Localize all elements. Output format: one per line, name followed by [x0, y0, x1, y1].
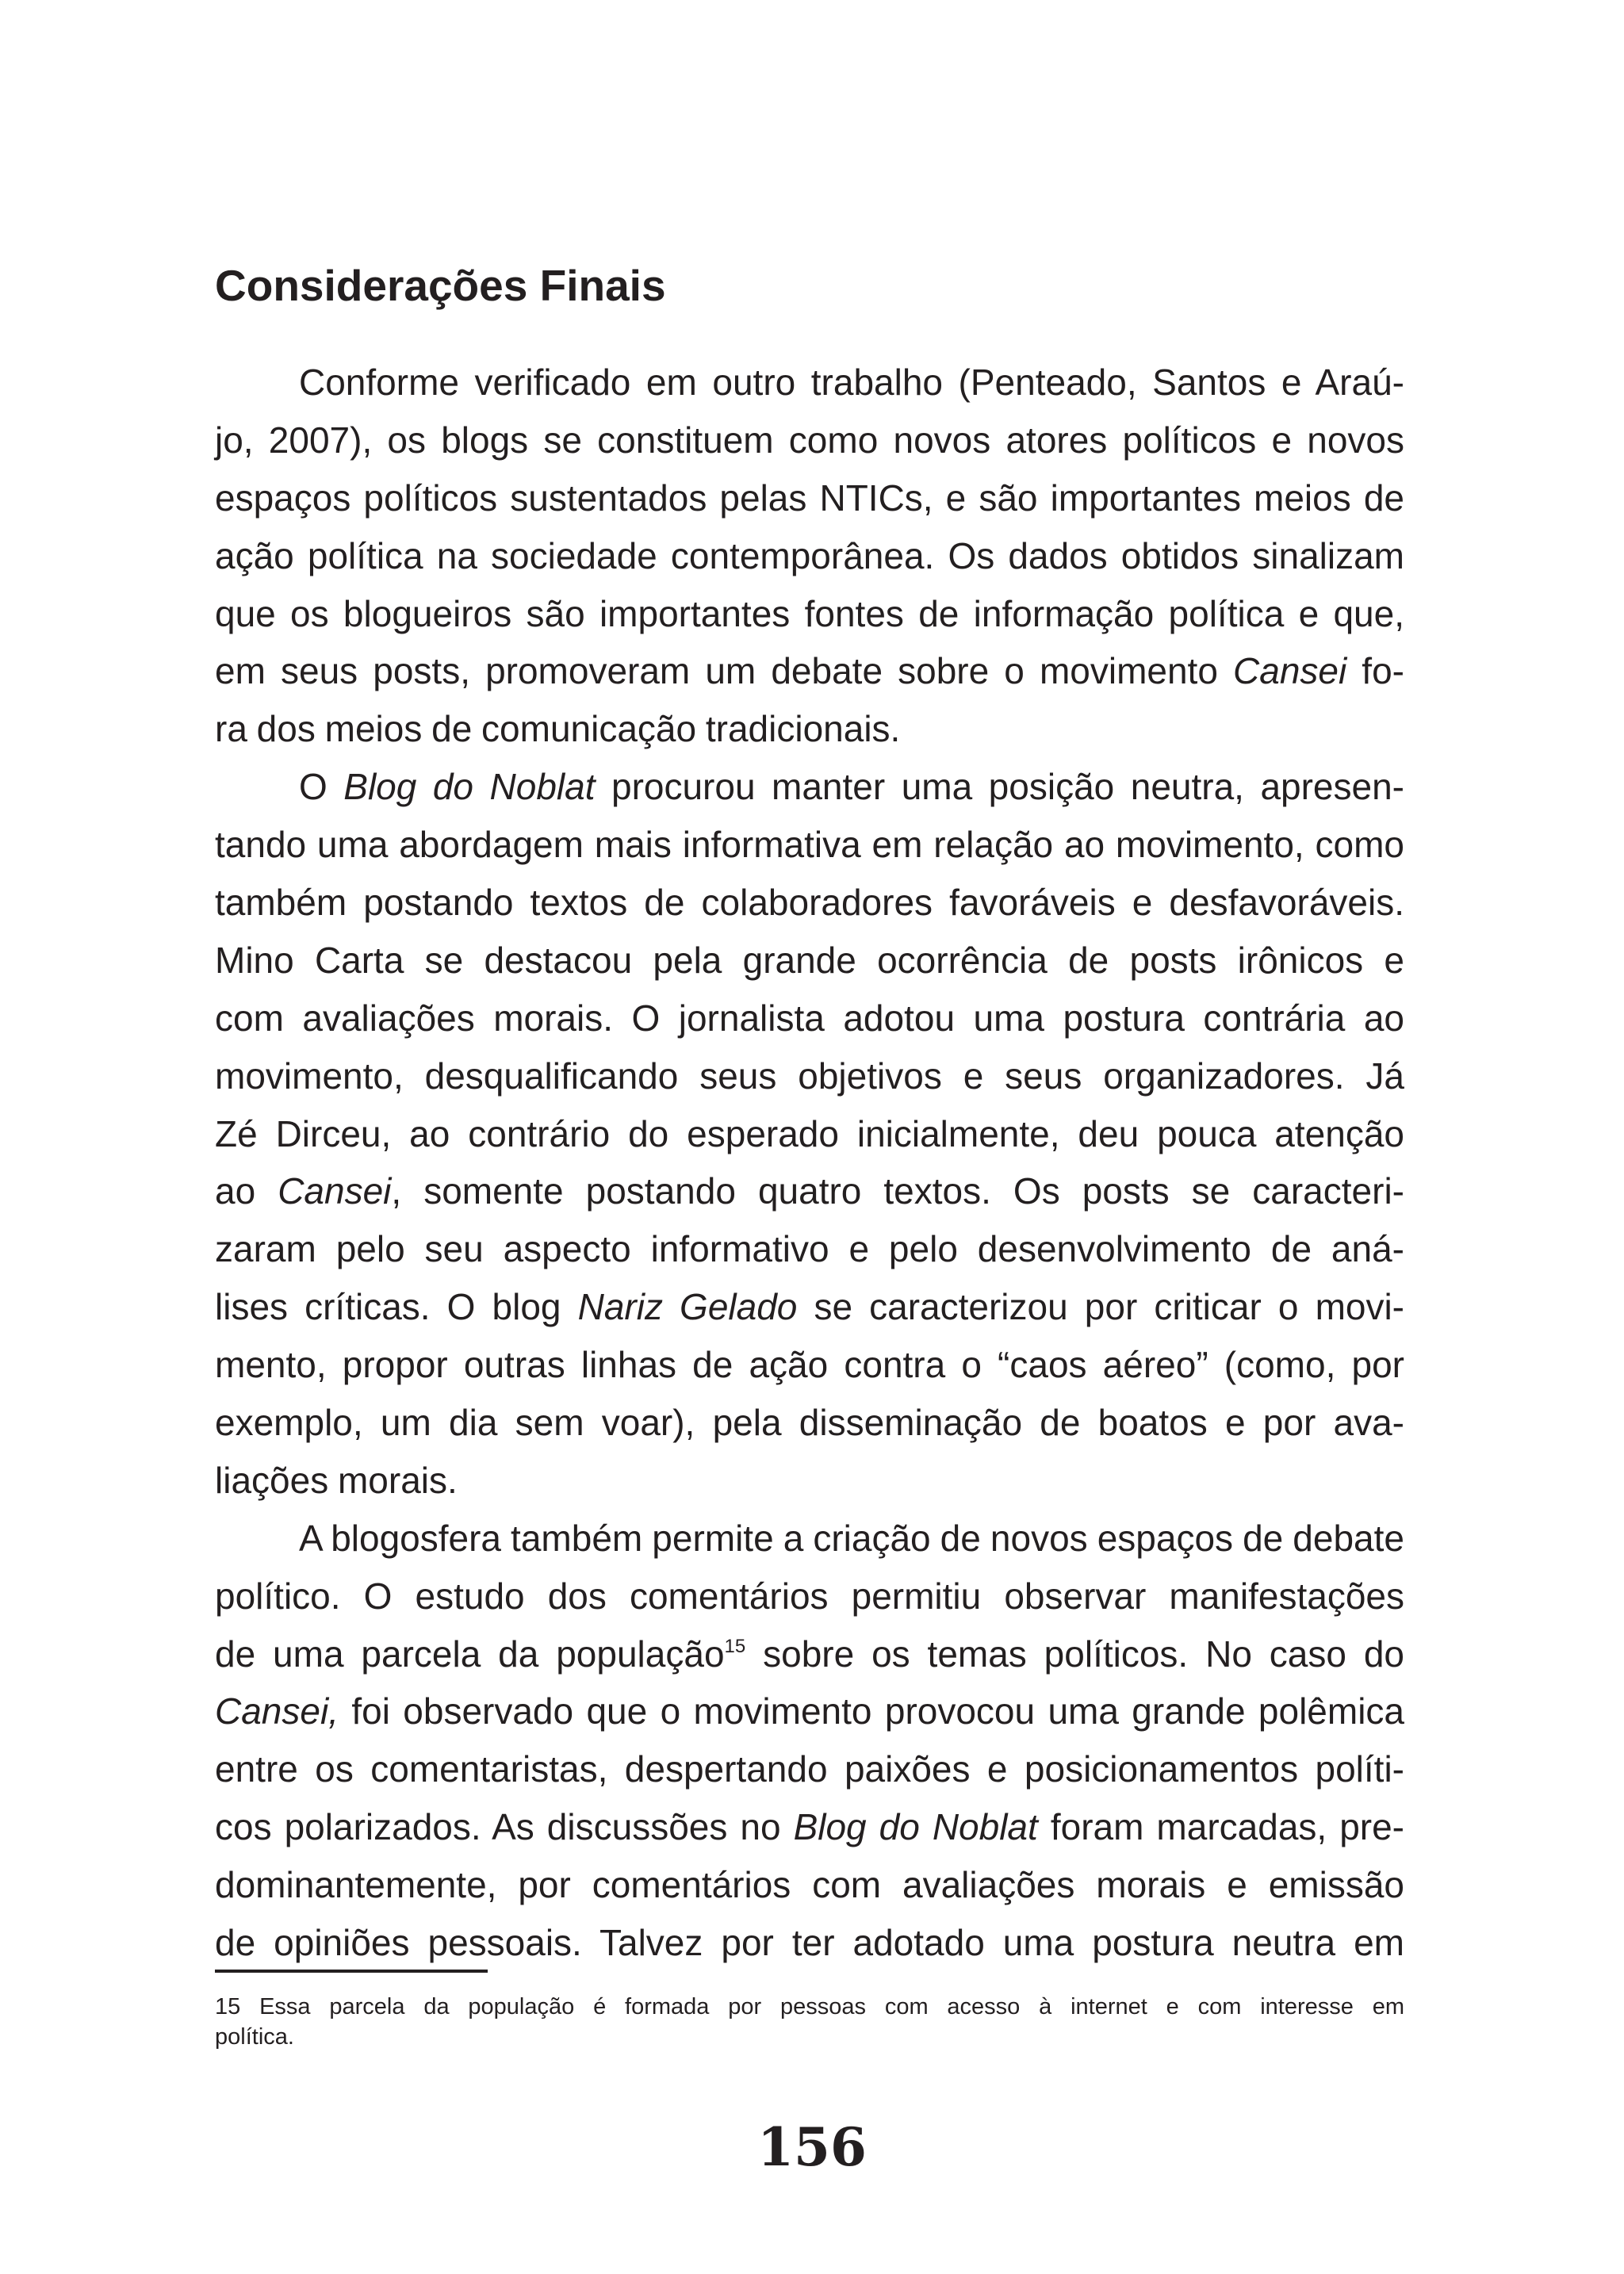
text-span: espaços políticos sustentados pelas NTICs, e são importantes meios de	[215, 477, 1404, 519]
text-line	[215, 1452, 1404, 1510]
text-span: Conforme verificado em outro trabalho (Penteado, Santos e Araú-	[299, 362, 1404, 403]
text-line	[215, 990, 1404, 1047]
body-text	[215, 354, 1404, 1972]
text-line	[215, 354, 1404, 412]
text-span: com avaliações morais. O jornalista adotou uma postura contrária ao	[215, 997, 1404, 1039]
text-line	[215, 1105, 1404, 1163]
page-number: 156	[757, 2116, 867, 2178]
text-span: em seus posts, promoveram um debate sobre o movimento	[215, 650, 1234, 692]
italic-text: Nariz Gelado	[577, 1286, 798, 1328]
footnote-line: 15 Essa parcela da população é formada por pessoas com acesso à internet e com interesse em	[215, 1994, 1404, 2019]
footnote-line: política.	[215, 2024, 294, 2050]
text-span: movimento, desqualificando seus objetivos e seus organizadores. Já	[215, 1055, 1404, 1097]
text-line	[215, 469, 1404, 527]
text-span: se caracterizou por criticar o movi-	[797, 1286, 1405, 1328]
text-span: dominantemente, por comentários com avaliações morais e emissão	[215, 1864, 1404, 1906]
text-span: Mino Carta se destacou pela grande ocorrência de posts irônicos e	[215, 939, 1404, 981]
text-line	[215, 1914, 1404, 1972]
text-span: Zé Dirceu, ao contrário do esperado inicialmente, deu pouca atenção	[215, 1112, 1404, 1154]
text-span: ação política na sociedade contemporânea. Os dados obtidos sinalizam	[215, 534, 1404, 576]
text-line	[215, 642, 1404, 700]
text-line	[215, 412, 1404, 469]
italic-text: Cansei	[278, 1170, 392, 1212]
text-line	[215, 1162, 1404, 1220]
text-span: zaram pelo seu aspecto informativo e pelo desenvolvimento de aná-	[215, 1228, 1404, 1270]
text-line	[215, 1798, 1404, 1856]
text-span: cos polarizados. As discussões no	[215, 1806, 794, 1848]
text-span: A blogosfera também permite a criação de novos espaços de debate	[299, 1517, 1404, 1559]
text-span: , somente postando quatro textos. Os posts se caracteri-	[391, 1170, 1404, 1212]
text-span: que os blogueiros são importantes fontes de informação política e que,	[215, 592, 1404, 634]
text-line	[215, 1683, 1404, 1740]
text-span: liações morais.	[215, 1459, 458, 1501]
text-span: jo, 2007), os blogs se constituem como novos atores políticos e novos	[215, 419, 1404, 461]
text-span: tando uma abordagem mais informativa em relação ao movimento, como	[215, 824, 1404, 866]
text-line	[215, 1047, 1404, 1105]
text-line	[215, 1336, 1404, 1394]
text-line	[215, 585, 1404, 643]
italic-text: Cansei	[1233, 650, 1347, 692]
text-span: foram marcadas, pre-	[1037, 1806, 1404, 1848]
text-line	[215, 1510, 1404, 1568]
footnote	[215, 1992, 1404, 2052]
footnote-divider	[215, 1970, 488, 1973]
italic-text: Blog do Noblat	[793, 1806, 1038, 1848]
text-span: fo-	[1346, 650, 1404, 692]
text-span: entre os comentaristas, despertando paixões e posicionamentos políti-	[215, 1748, 1404, 1790]
text-line	[215, 527, 1404, 585]
text-line	[215, 932, 1404, 990]
text-span: ao	[215, 1170, 278, 1212]
text-line	[215, 1220, 1404, 1278]
text-span: foi observado que o movimento provocou uma grande polêmica	[338, 1690, 1404, 1732]
text-line	[215, 1740, 1404, 1798]
section-heading: Considerações Finais	[215, 261, 666, 310]
text-line	[215, 1278, 1404, 1336]
italic-text: Blog do Noblat	[343, 766, 596, 808]
text-line	[215, 1394, 1404, 1452]
text-span: também postando textos de colaboradores favoráveis e desfavoráveis.	[215, 882, 1404, 924]
text-span: político. O estudo dos comentários permitiu observar manifestações	[215, 1575, 1404, 1617]
text-line	[215, 1625, 1404, 1683]
text-span: O	[299, 766, 344, 808]
text-line	[215, 816, 1404, 874]
text-span: lises críticas. O blog	[215, 1286, 578, 1328]
text-span: exemplo, um dia sem voar), pela disseminação de boatos e por ava-	[215, 1402, 1404, 1444]
text-line	[215, 758, 1404, 816]
footnote-marker: 15	[724, 1635, 746, 1657]
text-span: de uma parcela da população	[215, 1633, 725, 1675]
text-line	[215, 700, 1404, 758]
text-line	[215, 1856, 1404, 1914]
text-span: sobre os temas políticos. No caso do	[745, 1633, 1405, 1675]
text-span: mento, propor outras linhas de ação contra o “caos aéreo” (como, por	[215, 1344, 1404, 1386]
text-line	[215, 1568, 1404, 1625]
text-line	[215, 874, 1404, 932]
text-span: ra dos meios de comunicação tradicionais.	[215, 708, 901, 750]
italic-text: Cansei,	[215, 1690, 339, 1732]
text-span: procurou manter uma posição neutra, apresen-	[595, 766, 1404, 808]
text-span: de opiniões pessoais. Talvez por ter adotado uma postura neutra em	[215, 1922, 1404, 1964]
